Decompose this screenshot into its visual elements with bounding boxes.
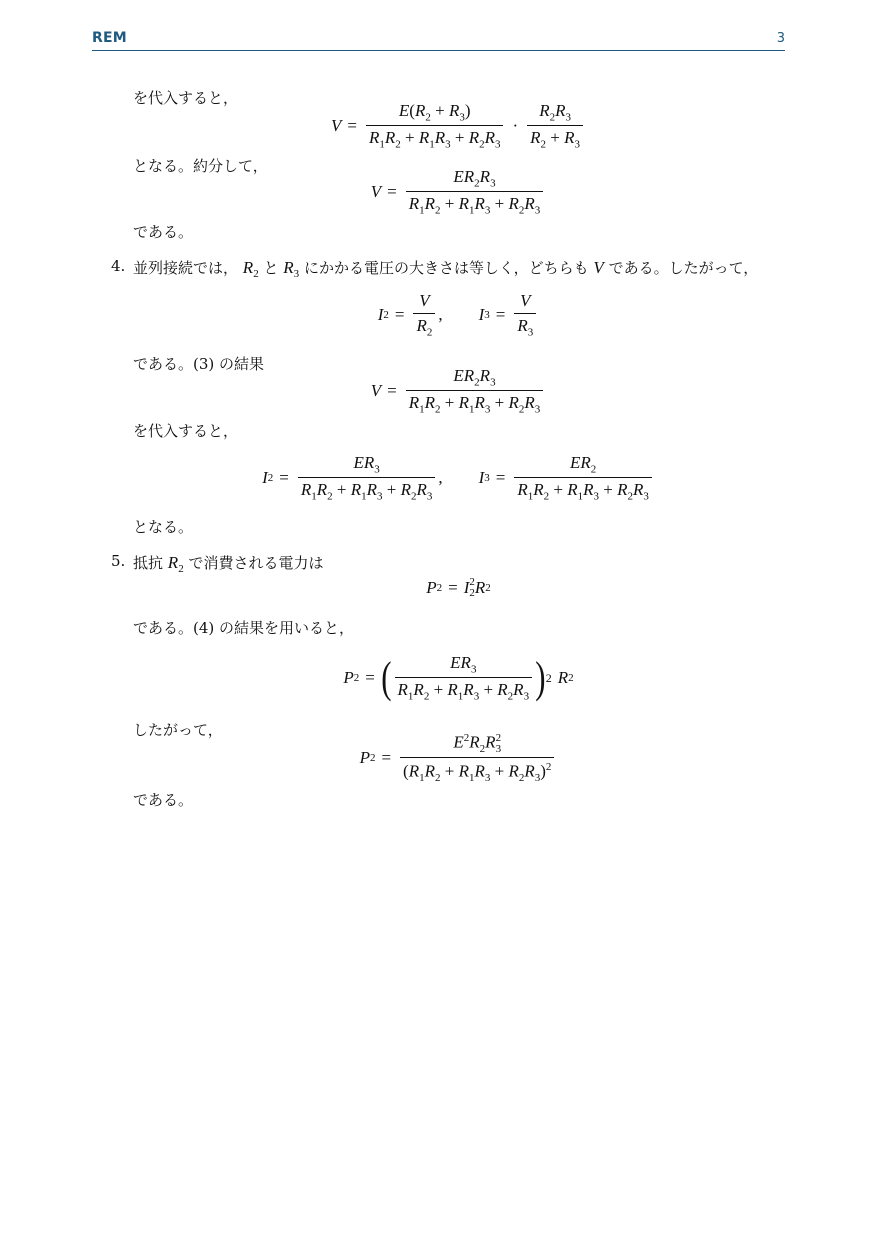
text-reduce: となる。約分して， — [133, 157, 268, 175]
list-number-5: 5. — [111, 552, 126, 570]
text-resistor-b: で消費される電力は — [188, 554, 324, 572]
text-parallel-b: と — [263, 259, 279, 277]
text-resistor-a: 抵抗 — [133, 554, 164, 572]
equation-p2-definition: P 2 = I 2 2 R 2 — [426, 576, 491, 599]
equation-p2-substituted: P 2 = ( $\frac{ER_3}{R_1R_2 + R_1R_3 + R_2R_3}$ ) 2 R 2 — [343, 652, 574, 703]
header-rule — [92, 50, 785, 51]
page-number: 3 — [776, 31, 785, 46]
equation-i2-i3-result: I 2 = $\frac{ER_3}{R_1R_2 + R_1R_3 + R_2R_3}$ , I 3 = $\frac{ER_2}{R_1R_2 + R_1R_3 + R_2R_3}$ — [92, 456, 825, 500]
text-parallel-a: 並列接続では， — [133, 259, 239, 277]
list-number-4: 4. — [111, 257, 126, 275]
text-therefore: したがって， — [133, 721, 223, 739]
text-parallel-d: である。したがって， — [608, 259, 759, 277]
equation-v-reduced-repeat: V = $\frac{ER_2R_3}{R_1R_2 + R_1R_3 + R_2R_3}$ — [92, 369, 825, 413]
running-header-title: REM — [92, 30, 127, 46]
equation-v-unreduced: V = $\frac{E(R_2 + R_3)}{R_1R_2 + R_1R_3 + R_2R_3}$ · $\frac{R_2R_3}{R_2 + R_3}$ — [92, 105, 825, 147]
text-resistor: 抵抗 $R_2$ で消費される電力は — [133, 553, 324, 575]
equation-i2-i3-ohm: I 2 = $\frac{V}{R_2}$ , I 3 = $\frac{V}{R_3}$ — [92, 292, 825, 338]
text-substitute-1: を代入すると， — [133, 89, 239, 107]
text-parallel-c: にかかる電圧の大きさは等しく，どちらも — [303, 259, 589, 277]
text-substitute-2: を代入すると， — [133, 422, 239, 440]
equation-p2-final: P 2 = $E^2R_2R$ 2 3 $(R_1R_2 + R_1R_3 + R_2R_3)^2$ — [92, 735, 825, 781]
text-end-4: となる。 — [133, 518, 194, 536]
text-end-5: である。 — [133, 791, 194, 809]
text-result3: である。(3) の結果 — [133, 355, 265, 373]
text-result4: である。(4) の結果を用いると， — [133, 619, 355, 637]
text-parallel: 並列接続では， $R_2$ と $R_3$ にかかる電圧の大きさは等しく，どちらも V である。したがって， — [133, 258, 759, 280]
equation-v-reduced: V = $\frac{ER_2R_3}{R_1R_2 + R_1R_3 + R_2R_3}$ — [92, 170, 825, 214]
text-end-3: である。 — [133, 223, 194, 241]
